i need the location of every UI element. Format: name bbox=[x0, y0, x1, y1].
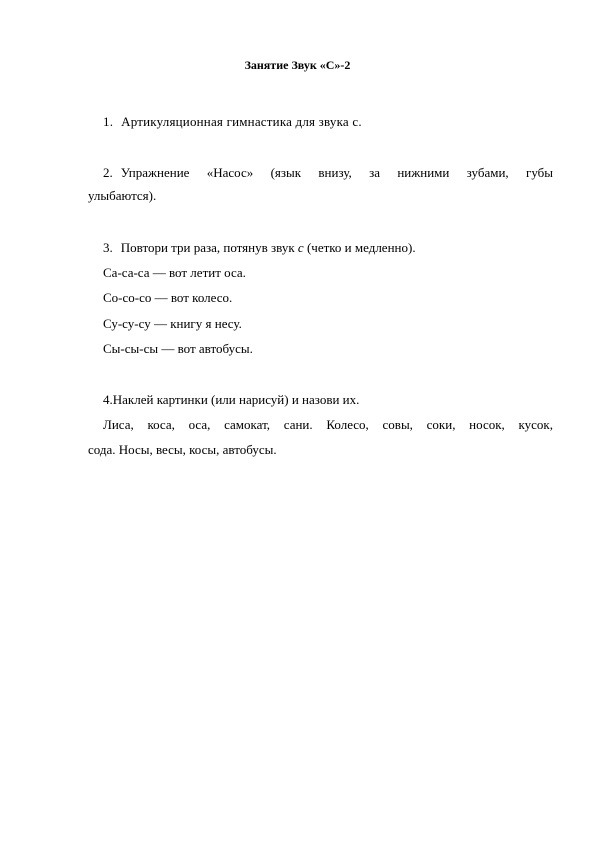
item-3-sound: с bbox=[297, 240, 304, 255]
item-2-number: 2. bbox=[103, 165, 113, 180]
item-4-heading: 4.Наклей картинки (или нарисуй) и назови их. bbox=[103, 392, 360, 407]
item-3 bbox=[103, 240, 416, 256]
item-3-text-after: (четко и медленно). bbox=[303, 240, 416, 255]
item-1-number: 1. bbox=[103, 114, 114, 129]
item-2-text: Упражнение «Насос» (язык внизу, за нижними зубами, губы bbox=[120, 165, 553, 180]
phrase-line: Са-са-са — вот летит оса. bbox=[103, 265, 246, 280]
phrase-line: Су-су-су — книгу я несу. bbox=[103, 316, 242, 331]
page-title: Занятие Звук «С»-2 bbox=[244, 58, 351, 72]
item-2-line-1 bbox=[103, 165, 553, 181]
item-1 bbox=[103, 114, 362, 130]
item-2-line-2: улыбаются). bbox=[88, 188, 157, 203]
item-3-number: 3. bbox=[103, 240, 113, 255]
phrase-line: Сы-сы-сы — вот автобусы. bbox=[103, 341, 253, 356]
item-4-words-line-1: Лиса, коса, оса, самокат, сани. Колесо, совы, соки, носок, кусок, bbox=[103, 417, 553, 432]
item-3-text-before: Повтори три раза, потянув звук bbox=[120, 240, 298, 255]
item-4-words-line-2: сода. Носы, весы, косы, автобусы. bbox=[88, 442, 277, 457]
phrase-line: Со-со-со — вот колесо. bbox=[103, 290, 233, 305]
item-1-text: Артикуляционная гимнастика для звука с. bbox=[121, 114, 362, 129]
